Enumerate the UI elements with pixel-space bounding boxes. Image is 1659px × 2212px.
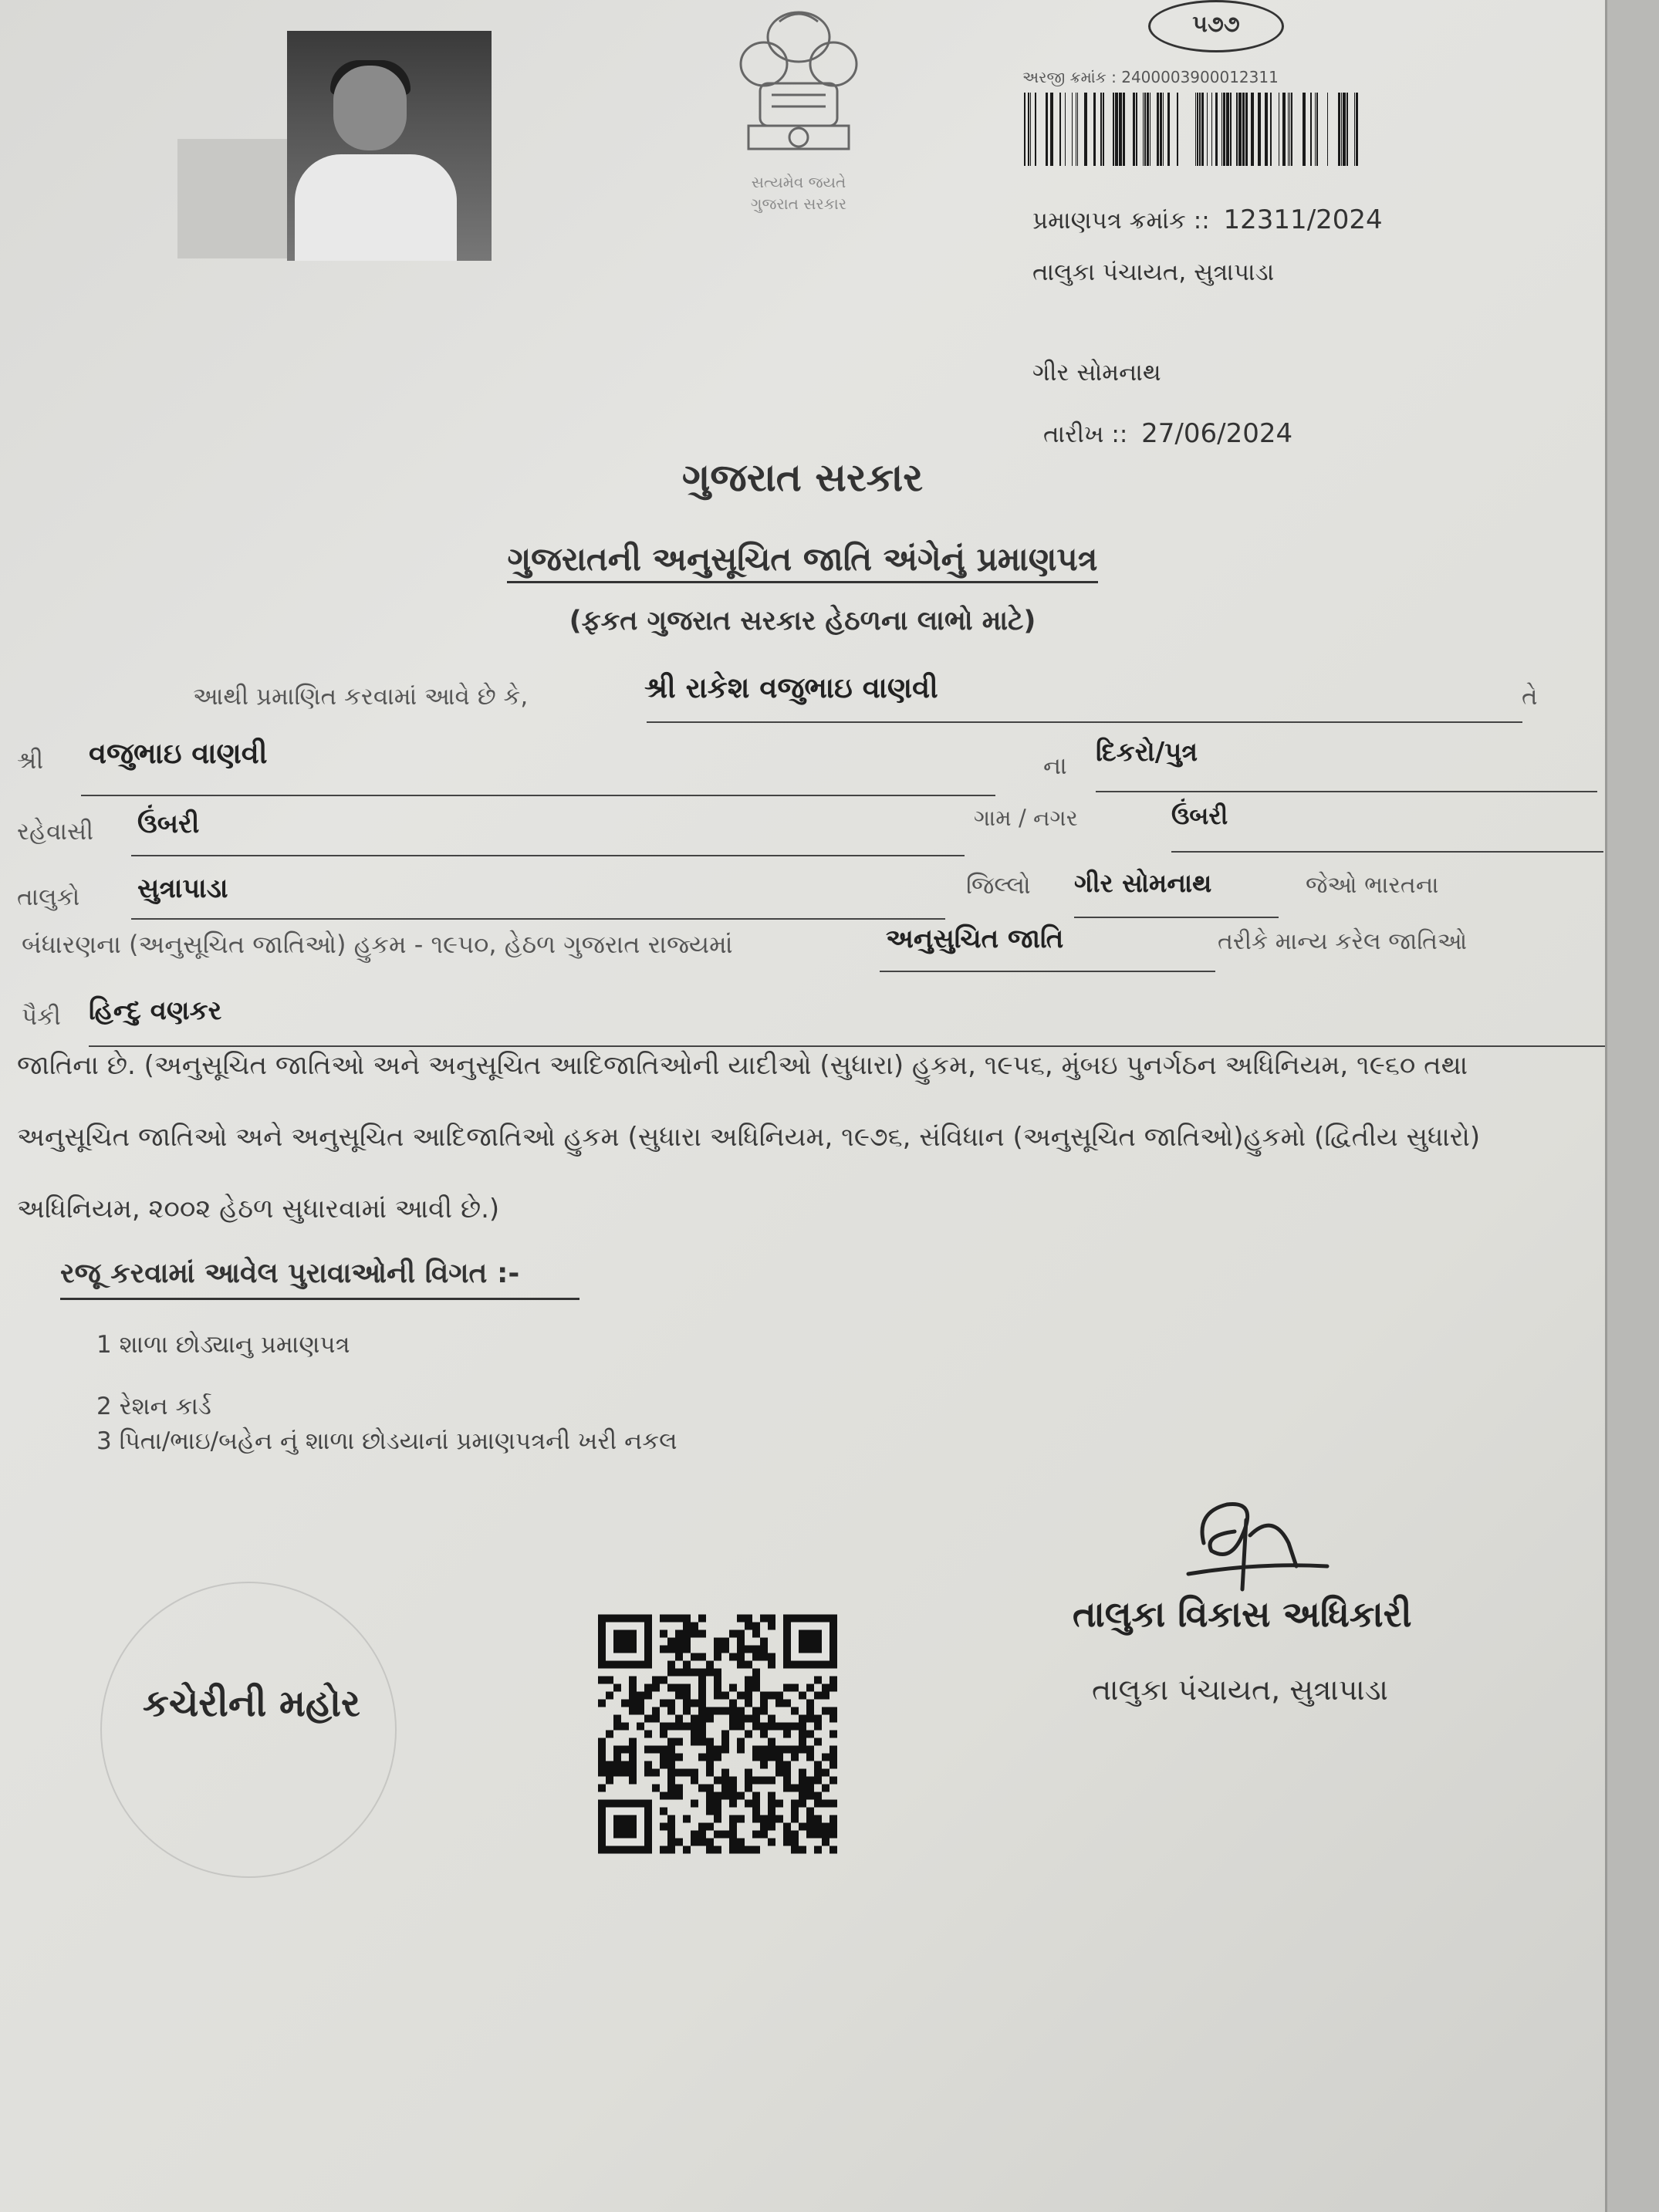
among-label: પૈકી	[22, 1003, 61, 1031]
constitution-label: બંધારણના (અનુસૂચિત જાતિઓ) હુકમ - ૧૯૫૦, હેઠળ ગુજરાત રાજ્યમાં	[22, 930, 733, 959]
certificate-title-text: ગુજરાતની અનુસૂચિત જાતિ અંગેનું પ્રમાણપત્ર	[507, 540, 1097, 583]
government-title: ગુજરાત સરકાર	[681, 455, 924, 500]
certificate-number-line	[1032, 204, 1383, 235]
relation-underline	[1096, 791, 1597, 792]
issuing-office: તાલુકા પંચાયત, સુત્રાપાડા	[1032, 258, 1275, 286]
intro-label: આથી પ્રમાણિત કરવામાં આવે છે કે,	[193, 683, 529, 711]
recognized-label: તરીકે માન્ય કરેલ જાતિઓ	[1218, 928, 1468, 955]
residence-label: રહેવાસી	[17, 818, 93, 846]
evidence-item-2: 2 રેશન કાર્ડ	[96, 1393, 211, 1420]
certificate-title	[0, 540, 1605, 579]
district: ગીર સોમનાથ	[1074, 868, 1212, 898]
taluka: સુત્રાપાડા	[137, 873, 228, 904]
legal-text-line2: અનુસૂચિત જાતિઓ અને અનુસૂચિત આદિજાતિઓ હુકમ (સુધારા અધિનિયમ, ૧૯૭૬, સંવિધાન (અનુસૂચિત જાતિઓ)હુકમો (દ્વિતીય સુધારો)	[17, 1122, 1481, 1153]
te-label: તે	[1522, 683, 1538, 711]
father-name-underline	[81, 795, 995, 796]
office-seal-circle	[100, 1582, 397, 1878]
emblem-caption-line1: સત્યમેવ જયતે	[751, 173, 846, 191]
caste: હિન્દુ વણકર	[89, 995, 222, 1026]
emblem-caption-line2: ગુજરાત સરકાર	[750, 194, 847, 213]
legal-text-line1: જાતિના છે. (અનુસૂચિત જાતિઓ અને અનુસૂચિત આદિજાતિઓની યાદીઓ (સુધારા) હુકમ, ૧૯૫૬, મુંબઇ પુનર્ગઠન અધિનિયમ, ૧૯૬૦ તથા	[17, 1050, 1468, 1081]
district-label: જિલ્લો	[966, 872, 1031, 900]
village-label: ગામ / નગર	[974, 805, 1078, 831]
taluka-label: તાલુકો	[17, 883, 80, 911]
legal-text-line3: અધિનિયમ, ૨૦૦૨ હેઠળ સુધારવામાં આવી છે.)	[17, 1194, 500, 1224]
category: અનુસુચિત જાતિ	[886, 924, 1064, 954]
evidence-item-1: 1 શાળા છોડ્યાનુ પ્રમાણપત્ર	[96, 1331, 350, 1359]
evidence-item-3: 3 પિતા/ભાઇ/બહેન નું શાળા છોડયાનાં પ્રમાણપત્રની ખરી નકલ	[96, 1427, 677, 1455]
state-emblem-icon	[718, 6, 880, 184]
taluka-underline	[131, 918, 945, 920]
village-underline	[1171, 851, 1603, 853]
emblem-caption	[718, 171, 880, 214]
date-line	[1043, 418, 1292, 449]
applicant-photo	[287, 31, 492, 261]
photo-shadow	[177, 139, 289, 258]
category-underline	[880, 971, 1215, 972]
certificate-number-label: પ્રમાણપત્ર ક્રમાંક ::	[1032, 207, 1210, 235]
signatory-office: તાલુકા પંચાયત, સુત્રાપાડા	[1092, 1673, 1388, 1707]
shri-label: શ્રી	[17, 747, 44, 775]
applicant-name-underline	[647, 721, 1522, 723]
date-label: તારીખ ::	[1043, 420, 1128, 448]
qr-code-icon	[598, 1609, 837, 1859]
signatory-title: તાલુકા વિકાસ અધિકારી	[1073, 1593, 1412, 1635]
residence-underline	[131, 855, 965, 856]
relation: દિકરો/પુત્ર	[1096, 737, 1198, 768]
certificate-purpose: (ફકત ગુજરાત સરકાર હેઠળના લાભો માટે)	[569, 606, 1036, 637]
legal-text	[17, 1030, 1599, 1245]
office-seal-label: કચેરીની મહોર	[143, 1682, 360, 1725]
registration-number: અરજી ક્રમાંક : 2400003900012311	[1022, 68, 1279, 86]
barcode-icon	[1024, 93, 1363, 166]
residence: ઉંબરી	[137, 809, 200, 839]
district-underline	[1074, 917, 1279, 918]
na-label: ના	[1043, 752, 1067, 780]
issue-date: 27/06/2024	[1141, 418, 1293, 449]
signature-icon	[1173, 1489, 1335, 1605]
certificate-number: 12311/2024	[1223, 204, 1383, 235]
header-district: ગીર સોમનાથ	[1032, 359, 1161, 387]
village: ઉંબરી	[1171, 802, 1228, 830]
india-label: જેઓ ભારતના	[1306, 872, 1439, 899]
handwritten-number: ૫૭૭	[1148, 0, 1284, 52]
applicant-name: શ્રી રાકેશ વજુભાઇ વાણવી	[644, 671, 938, 704]
evidence-heading: રજૂ કરવામાં આવેલ પુરાવાઓની વિગત :-	[60, 1258, 579, 1300]
father-name: વજુભાઇ વાણવી	[89, 737, 268, 770]
